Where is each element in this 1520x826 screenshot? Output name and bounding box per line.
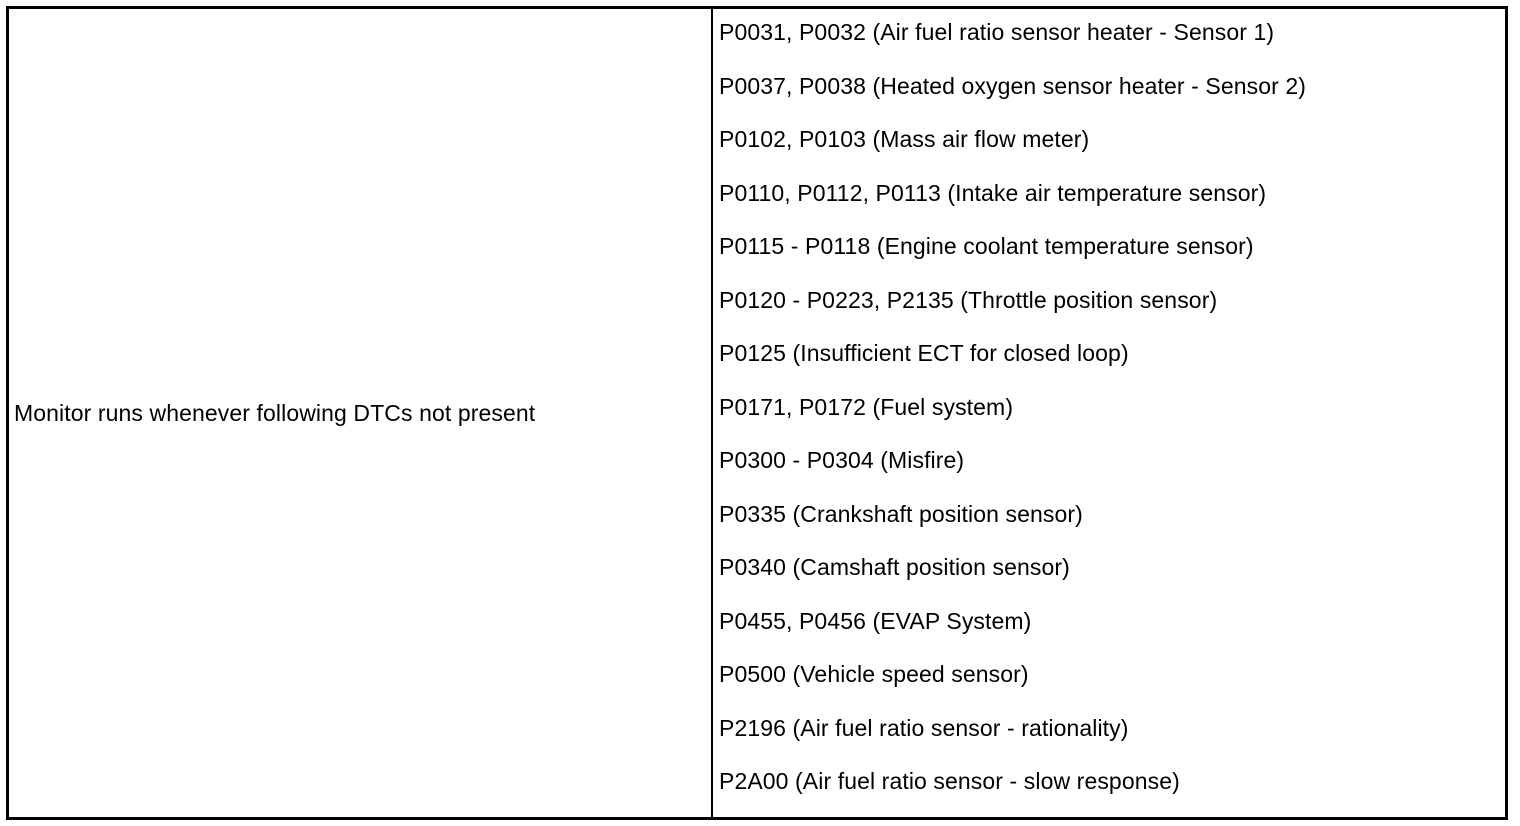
- dtc-item: P0455, P0456 (EVAP System): [719, 607, 1032, 634]
- dtc-item: P2A00 (Air fuel ratio sensor - slow response): [719, 768, 1180, 795]
- dtc-item: P0110, P0112, P0113 (Intake air temperature sensor): [719, 179, 1267, 206]
- dtc-item: P0125 (Insufficient ECT for closed loop): [719, 340, 1129, 367]
- dtc-list-cell: [713, 9, 1505, 817]
- dtc-item: P0171, P0172 (Fuel system): [719, 393, 1014, 420]
- dtc-table: [6, 6, 1508, 820]
- dtc-item: P0335 (Crankshaft position sensor): [719, 500, 1083, 527]
- dtc-item: P2196 (Air fuel ratio sensor - rationality): [719, 714, 1129, 741]
- dtc-item: P0340 (Camshaft position sensor): [719, 554, 1070, 581]
- dtc-item: P0300 - P0304 (Misfire): [719, 447, 965, 474]
- dtc-item: P0037, P0038 (Heated oxygen sensor heater - Sensor 2): [719, 72, 1307, 99]
- condition-text: Monitor runs whenever following DTCs not present: [14, 399, 536, 426]
- condition-cell: [9, 9, 713, 817]
- dtc-item: P0031, P0032 (Air fuel ratio sensor heater - Sensor 1): [719, 19, 1275, 45]
- dtc-item: P0115 - P0118 (Engine coolant temperature sensor): [719, 233, 1254, 260]
- dtc-item: P0102, P0103 (Mass air flow meter): [719, 126, 1090, 153]
- dtc-item: P0500 (Vehicle speed sensor): [719, 661, 1029, 688]
- dtc-item: P0120 - P0223, P2135 (Throttle position sensor): [719, 286, 1218, 313]
